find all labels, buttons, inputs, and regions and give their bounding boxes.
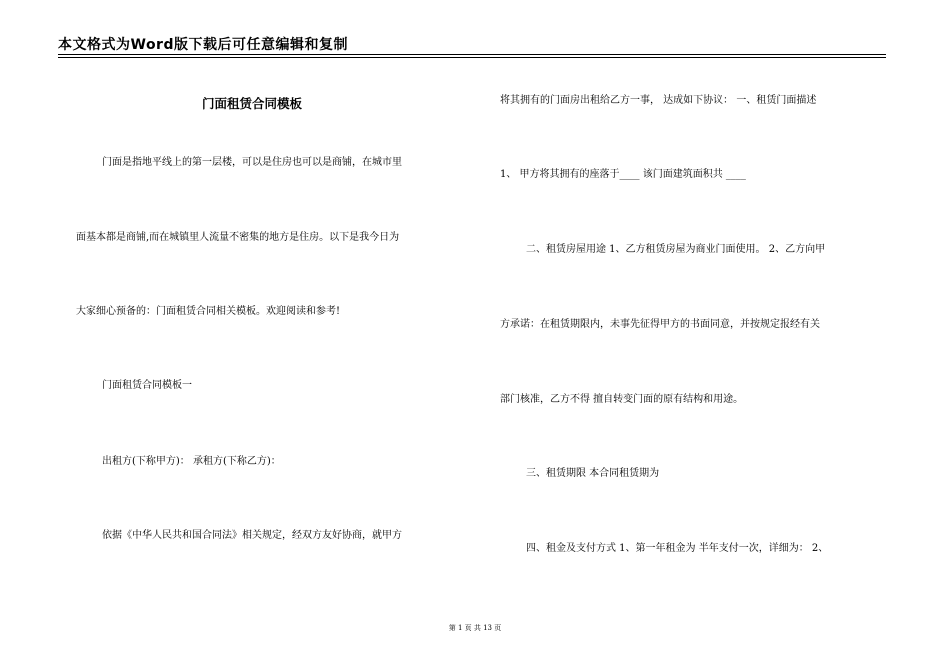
left-paragraph-line-6: 依据《中华人民共和国合同法》相关规定，经双方友好协商，就甲方 [102,530,402,541]
header-title: 本文格式为Word版下载后可任意编辑和复制 [58,37,348,53]
right-paragraph-line-5: 部门核准，乙方不得 擅自转变门面的原有结构和用途。 [500,394,744,405]
right-paragraph-line-2: 1、 甲方将其拥有的座落于____ 该门面建筑面积共 ____ [500,169,746,180]
header-divider-bottom [58,57,886,58]
left-paragraph-line-5: 出租方(下称甲方)： 承租方(下称乙方)： [102,456,281,467]
left-paragraph-line-2: 面基本都是商铺,而在城镇里人流量不密集的地方是住房。以下是我今日为 [76,232,400,243]
right-paragraph-line-1: 将其拥有的门面房出租给乙方一事， 达成如下协议： 一、租赁门面描述 [500,95,817,106]
left-paragraph-line-1: 门面是指地平线上的第一层楼，可以是住房也可以是商铺，在城市里 [102,157,402,168]
header-divider-top [58,54,886,55]
left-paragraph-line-4: 门面租赁合同模板一 [102,380,192,391]
page-number: 第 1 页 共 13 页 [448,624,502,632]
right-paragraph-line-4: 方承诺：在租赁期限内，未事先征得甲方的书面同意，并按规定报经有关 [500,319,820,330]
document-title: 门面租赁合同模板 [202,96,303,111]
left-paragraph-line-3: 大家细心预备的：门面租赁合同相关模板。欢迎阅读和参考! [76,306,341,317]
right-paragraph-line-7: 四、租金及支付方式 1、第一年租金为 半年支付一次，详细为： 2、 [526,543,829,554]
right-paragraph-line-3: 二、租赁房屋用途 1、乙方租赁房屋为商业门面使用。 2、乙方向甲 [526,244,826,255]
right-paragraph-line-6: 三、租赁期限 本合同租赁期为 [526,468,660,479]
